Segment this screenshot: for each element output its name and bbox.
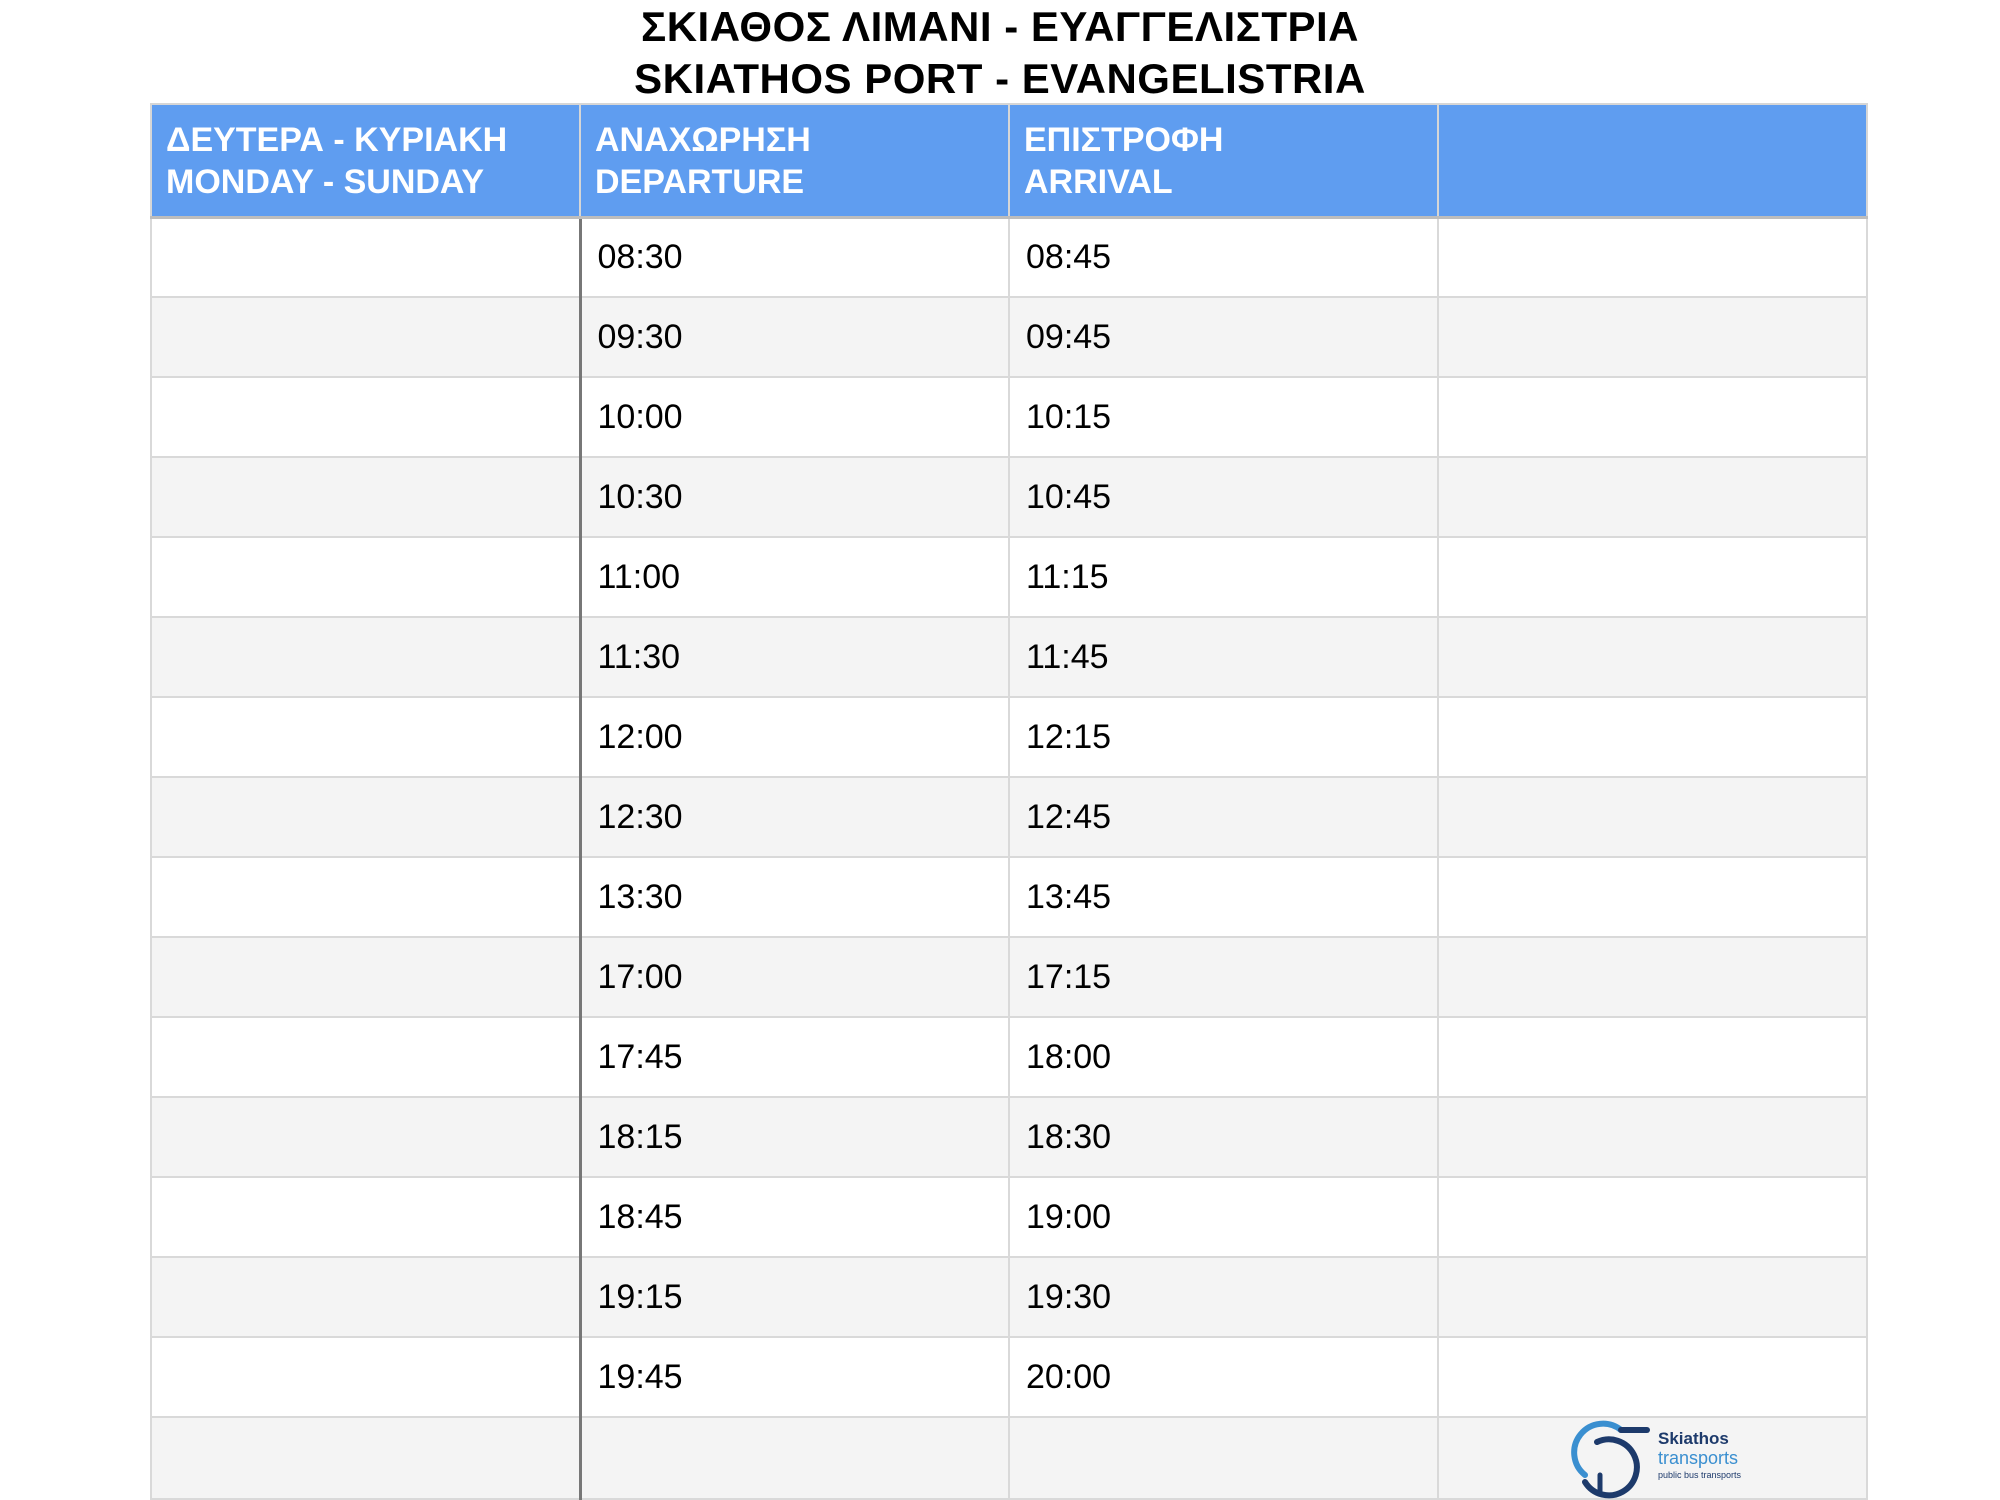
arrival-cell: 12:45 bbox=[1009, 777, 1438, 857]
departure-cell: 12:30 bbox=[580, 777, 1009, 857]
departure-cell: 13:30 bbox=[580, 857, 1009, 937]
day-cell bbox=[151, 1257, 580, 1337]
departure-cell: 19:15 bbox=[580, 1257, 1009, 1337]
arrival-cell: 20:00 bbox=[1009, 1337, 1438, 1417]
extra-cell bbox=[1438, 1337, 1867, 1417]
extra-cell bbox=[1438, 777, 1867, 857]
departure-cell: 18:45 bbox=[580, 1177, 1009, 1257]
departure-cell: 17:00 bbox=[580, 937, 1009, 1017]
table-row bbox=[151, 1337, 1867, 1417]
arrival-cell: 08:45 bbox=[1009, 217, 1438, 297]
extra-cell bbox=[1438, 537, 1867, 617]
table-row bbox=[151, 377, 1867, 457]
departure-cell: 12:00 bbox=[580, 697, 1009, 777]
table-row bbox=[151, 777, 1867, 857]
extra-cell bbox=[1438, 217, 1867, 297]
departure-cell: 10:30 bbox=[580, 457, 1009, 537]
day-cell bbox=[151, 1017, 580, 1097]
arrival-cell: 09:45 bbox=[1009, 297, 1438, 377]
arrival-cell: 13:45 bbox=[1009, 857, 1438, 937]
day-cell bbox=[151, 297, 580, 377]
arrival-cell: 19:30 bbox=[1009, 1257, 1438, 1337]
departure-cell: 08:30 bbox=[580, 217, 1009, 297]
day-cell bbox=[151, 857, 580, 937]
header-arrival-english: ARRIVAL bbox=[1024, 163, 1173, 201]
skiathos-transports-logo bbox=[1555, 1420, 1755, 1500]
departure-cell: 18:15 bbox=[580, 1097, 1009, 1177]
table-row bbox=[151, 537, 1867, 617]
departure-cell: 11:30 bbox=[580, 617, 1009, 697]
day-cell bbox=[151, 1337, 580, 1417]
extra-cell bbox=[1438, 1177, 1867, 1257]
day-cell bbox=[151, 1097, 580, 1177]
skiathos-transports-logo-icon bbox=[1555, 1420, 1655, 1500]
table-row bbox=[151, 1097, 1867, 1177]
timetable-header-row bbox=[151, 104, 1867, 217]
header-empty bbox=[1438, 104, 1867, 217]
logo-tagline: public bus transports bbox=[1658, 1470, 1742, 1480]
page-title-block bbox=[0, 0, 2000, 105]
extra-cell bbox=[1438, 297, 1867, 377]
extra-cell bbox=[1438, 857, 1867, 937]
day-cell bbox=[151, 377, 580, 457]
day-cell bbox=[151, 537, 580, 617]
arrival-cell: 11:15 bbox=[1009, 537, 1438, 617]
day-cell bbox=[151, 617, 580, 697]
departure-cell: 09:30 bbox=[580, 297, 1009, 377]
arrival-cell: 18:30 bbox=[1009, 1097, 1438, 1177]
arrival-cell: 17:15 bbox=[1009, 937, 1438, 1017]
extra-cell bbox=[1438, 697, 1867, 777]
table-row bbox=[151, 937, 1867, 1017]
extra-cell bbox=[1438, 1097, 1867, 1177]
table-row bbox=[151, 617, 1867, 697]
timetable-body bbox=[151, 217, 1867, 1499]
arrival-cell: 18:00 bbox=[1009, 1017, 1438, 1097]
day-cell bbox=[151, 1417, 580, 1499]
arrival-cell: 11:45 bbox=[1009, 617, 1438, 697]
header-days bbox=[151, 104, 580, 217]
departure-cell: 19:45 bbox=[580, 1337, 1009, 1417]
header-arrival bbox=[1009, 104, 1438, 217]
header-arrival-greek: ΕΠΙΣΤΡΟΦΗ bbox=[1024, 121, 1224, 159]
extra-cell bbox=[1438, 377, 1867, 457]
day-cell bbox=[151, 457, 580, 537]
day-cell bbox=[151, 697, 580, 777]
logo-name: Skiathos bbox=[1658, 1429, 1729, 1448]
table-row bbox=[151, 1177, 1867, 1257]
day-cell bbox=[151, 777, 580, 857]
extra-cell bbox=[1438, 457, 1867, 537]
timetable bbox=[150, 103, 1868, 1500]
page-title-greek: ΣΚΙΑΘΟΣ ΛΙΜΑΝΙ - ΕΥΑΓΓΕΛΙΣΤΡΙΑ bbox=[641, 3, 1359, 50]
departure-cell: 17:45 bbox=[580, 1017, 1009, 1097]
departure-cell: 11:00 bbox=[580, 537, 1009, 617]
table-row bbox=[151, 297, 1867, 377]
header-days-english: MONDAY - SUNDAY bbox=[166, 163, 485, 201]
extra-cell bbox=[1438, 1257, 1867, 1337]
logo-subtitle: transports bbox=[1658, 1448, 1739, 1468]
day-cell bbox=[151, 217, 580, 297]
arrival-cell: 12:15 bbox=[1009, 697, 1438, 777]
extra-cell bbox=[1438, 1017, 1867, 1097]
extra-cell bbox=[1438, 937, 1867, 1017]
day-cell bbox=[151, 937, 580, 1017]
table-row bbox=[151, 857, 1867, 937]
header-departure bbox=[580, 104, 1009, 217]
day-cell bbox=[151, 1177, 580, 1257]
departure-cell: 10:00 bbox=[580, 377, 1009, 457]
arrival-cell bbox=[1009, 1417, 1438, 1499]
extra-cell bbox=[1438, 617, 1867, 697]
table-row bbox=[151, 697, 1867, 777]
departure-cell bbox=[580, 1417, 1009, 1499]
table-row bbox=[151, 457, 1867, 537]
arrival-cell: 19:00 bbox=[1009, 1177, 1438, 1257]
page-title-english: SKIATHOS PORT - EVANGELISTRIA bbox=[634, 55, 1366, 102]
header-departure-greek: ΑΝΑΧΩΡΗΣΗ bbox=[595, 121, 811, 159]
table-row bbox=[151, 1257, 1867, 1337]
table-row bbox=[151, 1017, 1867, 1097]
header-departure-english: DEPARTURE bbox=[595, 163, 805, 201]
header-days-greek: ΔΕΥΤΕΡΑ - ΚΥΡΙΑΚΗ bbox=[166, 121, 508, 159]
table-row bbox=[151, 217, 1867, 297]
arrival-cell: 10:45 bbox=[1009, 457, 1438, 537]
arrival-cell: 10:15 bbox=[1009, 377, 1438, 457]
